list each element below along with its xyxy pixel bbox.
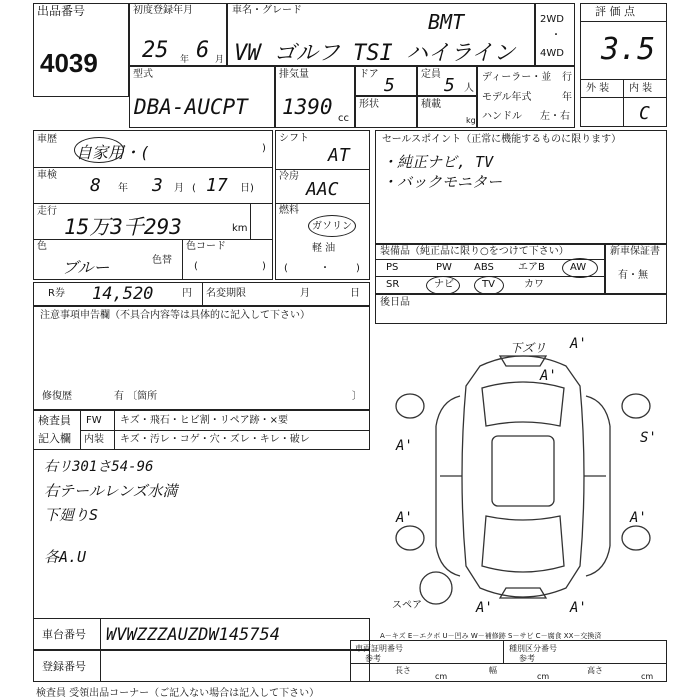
model-label: 型式 <box>133 69 153 80</box>
hand-note: 右テールレンズ水満 <box>44 482 178 500</box>
month-unit: 月 <box>174 183 184 194</box>
color-code-paren-open: ( <box>194 261 198 272</box>
insp-month: 3 <box>152 175 163 196</box>
capacity: 5 <box>444 75 455 96</box>
day-unit: 日) <box>240 183 254 194</box>
km-unit: km <box>232 223 248 234</box>
car-name-box <box>227 3 535 66</box>
fuel-paren-open: ( <box>284 263 288 274</box>
sales-point-item: ・純正ナビ, TV <box>382 153 494 171</box>
history-label: 車歴 <box>37 134 57 145</box>
notes-label: 注意事項申告欄（不具合内容等は具体的に記入して下さい） <box>40 310 310 321</box>
damage-mark: A' <box>570 600 587 616</box>
model-year-value: 年 <box>562 92 572 103</box>
damage-mark: 下ズリ <box>510 341 547 355</box>
handle-value: 左・右 <box>540 111 570 122</box>
fuel-paren-close: ) <box>356 263 360 274</box>
chassis-label: 車台番号 <box>42 628 86 641</box>
mileage-label: 走行 <box>37 206 57 217</box>
capacity-box <box>417 66 477 96</box>
sales-points-box <box>375 130 667 244</box>
displacement-box <box>275 66 355 128</box>
damage-mark: A' <box>630 510 647 526</box>
footer-text: 検査員 受領出品コーナー（ご記入ない場合は記入して下さい） <box>36 688 320 699</box>
door-box <box>355 66 417 96</box>
lot-number: 4039 <box>40 48 98 78</box>
cm-unit: cm <box>435 672 448 681</box>
type-sub: 参考 <box>519 654 535 663</box>
history-value: 自家用・( <box>76 143 150 162</box>
ac-label: 冷房 <box>279 171 299 182</box>
chassis-box <box>33 618 370 650</box>
equipment-label: 装備品（純正品に限り○をつけて下さい） <box>380 246 569 257</box>
notes-box <box>33 306 370 410</box>
exterior-label: 外 装 <box>586 83 610 94</box>
kg-unit: kg <box>466 116 476 125</box>
load-label: 積載 <box>421 99 441 110</box>
lot-box <box>33 3 129 97</box>
damage-mark: A' <box>396 510 413 526</box>
drive-4wd: 4WD <box>540 48 564 59</box>
fuel-value: ガソリン <box>312 221 352 232</box>
color-code-label: 色コード <box>186 241 226 252</box>
shift-label: シフト <box>279 133 309 144</box>
equip-pw: PW <box>436 262 452 273</box>
frame-sub: 参考 <box>365 654 381 663</box>
car-name-label: 車名・グレード <box>232 5 302 16</box>
specs-box <box>275 130 370 280</box>
cm-unit: cm <box>537 672 550 681</box>
score: 3.5 <box>601 32 656 67</box>
inspector-label2: 記入欄 <box>38 432 71 445</box>
dealer-value: 行 <box>562 72 572 83</box>
person-unit: 人 <box>464 83 474 94</box>
damage-mark: A' <box>570 336 587 352</box>
chassis-value: WVWZZZAUZDW145754 <box>106 625 280 645</box>
dealer-box <box>477 66 575 128</box>
equip-tv: TV <box>482 279 495 290</box>
color-value: ブルー <box>62 258 110 277</box>
car-name: VW ゴルフ TSI ハイライン <box>234 41 516 66</box>
tv-circle <box>474 276 504 295</box>
yen-unit: 円 <box>182 288 192 299</box>
nc-month: 月 <box>300 288 310 299</box>
shift-value: AT <box>328 145 350 166</box>
spare-label: スペア <box>392 600 422 611</box>
insp-day: 17 <box>206 175 228 196</box>
equip-navi: ナビ <box>434 279 454 290</box>
recycle-amount: 14,520 <box>92 284 154 304</box>
inspector-label1: 検査員 <box>38 414 71 427</box>
int-items: キズ・汚レ・コゲ・穴・ズレ・キレ・破レ <box>120 434 310 445</box>
model-year-label: モデル年式 <box>482 92 532 103</box>
color-code-paren-close: ) <box>262 261 266 272</box>
repair-value: 有 〔箇所 <box>114 391 158 402</box>
fuel-alt: 軽 油 <box>312 243 336 254</box>
grade-label: 評 価 点 <box>595 5 635 18</box>
doors: 5 <box>384 75 395 96</box>
registration-label: 登録番号 <box>42 660 86 673</box>
color-label: 色 <box>37 241 47 252</box>
name-change-label: 名変期限 <box>206 288 246 299</box>
capacity-label: 定員 <box>421 69 441 80</box>
fw-label: FW <box>86 415 102 426</box>
equip-abs: ABS <box>474 262 494 273</box>
color-change-label: 色替 <box>152 255 172 266</box>
drive-dot: ・ <box>551 30 561 41</box>
height-label: 高さ <box>587 666 603 675</box>
handle-label: ハンドル <box>482 111 522 122</box>
registration-box <box>33 650 370 682</box>
sales-points-label: セールスポイント（正常に機能するものに限ります） <box>382 134 622 145</box>
load-box <box>417 96 477 128</box>
sales-point-item: ・バックモニター <box>382 173 503 191</box>
equip-leather: カワ <box>524 279 544 290</box>
width-label: 幅 <box>489 666 497 675</box>
model-code: DBA-AUCPT <box>134 95 248 119</box>
inspection-label: 車検 <box>37 170 57 181</box>
shape-label: 形状 <box>359 99 379 110</box>
day-open: ( <box>192 183 196 194</box>
history-paren: ) <box>262 143 266 154</box>
interior-label: 内 装 <box>629 83 653 94</box>
aw-circle <box>562 258 598 278</box>
measure-box <box>350 640 667 682</box>
damage-mark: A' <box>396 438 413 454</box>
door-label: ドア <box>359 69 379 80</box>
type-label: 種別区分番号 <box>509 644 557 653</box>
model-box <box>129 66 275 128</box>
reg-month: 6 <box>196 38 210 63</box>
hand-note: 下廻りS <box>44 506 99 524</box>
shape-box <box>355 96 417 128</box>
repair-label: 修復歴 <box>42 391 72 402</box>
equip-sr: SR <box>386 279 400 290</box>
dealer-label: ディーラー・並 <box>482 72 552 83</box>
first-reg-box: 初度登録年月 25 年 6 月 <box>129 3 227 66</box>
int-label: 内装 <box>84 434 104 445</box>
equip-airbag: エアB <box>518 262 545 273</box>
insp-year: 8 <box>90 175 101 196</box>
recycle-box <box>33 282 370 306</box>
hand-note: 右リ301さ54-96 <box>44 459 154 475</box>
interior-grade: C <box>639 103 650 124</box>
damage-mark: A' <box>476 600 493 616</box>
equip-aw: AW <box>570 262 587 273</box>
mileage: 15万3千293 <box>64 215 182 239</box>
drive-2wd: 2WD <box>540 14 564 25</box>
ac-value: AAC <box>306 179 339 200</box>
rear-label: 後日品 <box>380 297 410 308</box>
equip-ps: PS <box>386 262 399 273</box>
history-box <box>33 130 273 280</box>
fuel-label: 燃料 <box>279 205 299 216</box>
length-label: 長さ <box>395 666 411 675</box>
warranty-label: 新車保証書 <box>610 246 660 257</box>
car-extra: BMT <box>428 10 465 34</box>
nc-day: 日 <box>350 288 360 299</box>
fuel-dot: ・ <box>320 263 330 274</box>
inspector-box <box>33 410 370 450</box>
cc-unit: cc <box>338 113 349 124</box>
warranty-box <box>605 244 667 294</box>
hand-note: 各A.U <box>44 548 87 566</box>
fw-items: キズ・飛石・ヒビ割・リペア跡・×要 <box>120 415 288 426</box>
rear-box <box>375 294 667 324</box>
year-unit: 年 <box>118 183 128 194</box>
displacement-label: 排気量 <box>279 69 309 80</box>
first-reg-label: 初度登録年月 <box>133 5 193 16</box>
repair-close: 〕 <box>352 391 362 402</box>
cm-unit: cm <box>641 672 654 681</box>
legend-text: A－キズ E－エクボ U－凹み W－補修跡 S－サビ C－腐食 XX－交換済 <box>380 632 602 640</box>
car-diagram <box>380 326 667 620</box>
damage-mark: S' <box>640 430 657 446</box>
drive-box <box>535 3 575 66</box>
grade-box <box>580 3 667 127</box>
frame-label: 車両証明番号 <box>355 644 403 653</box>
hand-notes <box>33 450 371 618</box>
navi-circle <box>426 276 460 295</box>
equipment-box <box>375 244 605 294</box>
displacement: 1390 <box>282 95 333 119</box>
recycle-label: R券 <box>48 288 65 299</box>
warranty-value: 有・無 <box>618 270 648 281</box>
damage-mark: A' <box>540 368 557 384</box>
lot-label: 出品番号 <box>37 4 86 18</box>
reg-year: 25 <box>142 38 169 63</box>
